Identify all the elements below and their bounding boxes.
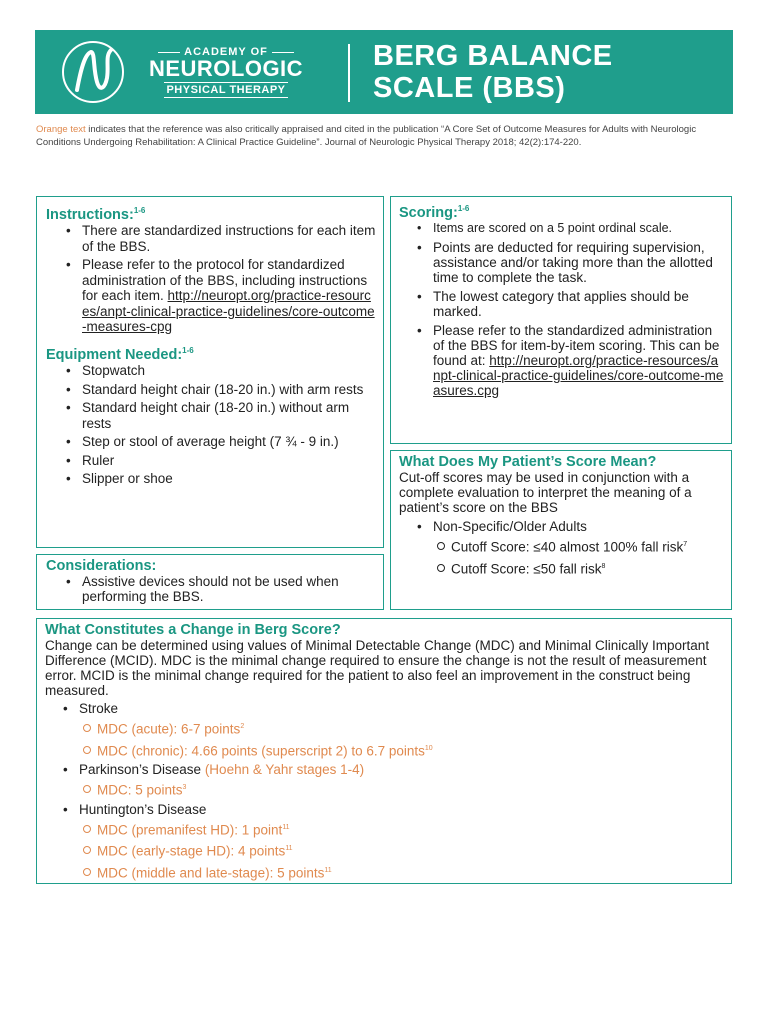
reference-note-text: indicates that the reference was also critically appraised and cited in the publication “A Core Set of Outcome Measures for Adults with Neurologic Conditions Undergoing Rehabilitation: A Clinical Practice Guideline”. Journal of Neurologic Physical Therapy 2018; 42(2):174-220. (36, 124, 697, 148)
change-box (36, 618, 732, 884)
scoring-list (433, 221, 725, 398)
list-item: • Items are scored on a 5 point ordinal scale. (433, 221, 725, 236)
scoring-box (390, 196, 732, 444)
org-line-3: PHYSICAL THERAPY (166, 84, 286, 96)
score-meaning-intro: Cut-off scores may be used in conjunction with a complete evaluation to interpret the meaning of a patient’s score on the BBS (399, 470, 692, 515)
score-meaning-box (390, 450, 732, 610)
list-item: • Step or stool of average height (7 ¾ - 9 in.) (82, 434, 376, 450)
change-intro: Change can be determined using values of Minimal Detectable Change (MDC) and Minimal Clinically Important Difference (MCID). MDC is the minimal change required to ensure the change is not the result of measurement error. MCID is the minimal change required for the patient to also feel an improvement in the construct being measured. (45, 638, 710, 698)
list-item: • Slipper or shoe (82, 471, 376, 487)
page-title (373, 40, 613, 104)
list-item: • Standard height chair (18-20 in.) without arm rests (82, 400, 376, 431)
academy-logo-icon (59, 38, 127, 106)
orange-text-label: Orange text (36, 124, 86, 135)
header-banner (35, 30, 733, 114)
list-item: • Points are deducted for requiring supervision, assistance and/or taking more than the allotted time to complete the task. (433, 240, 725, 285)
list-item: • There are standardized instructions for each item of the BBS. (82, 223, 376, 254)
reference-note (36, 124, 726, 149)
org-line-2: NEUROLOGIC (148, 56, 304, 81)
list-item: • Please refer to the protocol for standardized administration of the BBS, including instructions for each item. http://neuropt.org/practice-resources/anpt-clinical-practice-guidelines/core-outcome-measures-cpg (82, 257, 376, 335)
considerations-box (36, 554, 384, 610)
instructions-heading: Instructions:$^{1-6}$ (46, 206, 146, 223)
scoring-link[interactable]: http://neuropt.org/practice-resources/anpt-clinical-practice-guidelines/core-outcome-measures.cpg (433, 352, 724, 398)
cutoff-item: Cutoff Score: ≤50 fall risk$^8$ (451, 559, 725, 577)
list-item: • Please refer to the standardized administration of the BBS for item-by-item scoring. This can be found at: http://neuropt.org/practice-resources/anpt-clinical-practice-guidelines/core-outcome-measures.cpg (433, 323, 725, 398)
score-meaning-list (433, 519, 725, 576)
list-item: • Huntington’s Disease MDC (premanifest HD): 1 point$^{11}$ MDC (early-stage HD): 4 points$^{11}$ MDC (middle and late-stage): 5 points$^{11}$ (79, 802, 725, 881)
mdc-item: MDC (acute): 6-7 points$^2$ (97, 719, 725, 737)
title-line-2: SCALE (BBS) (373, 72, 566, 104)
score-meaning-heading: What Does My Patient’s Score Mean? (399, 454, 657, 470)
mdc-item: MDC: 5 points$^3$ (97, 780, 725, 798)
list-item: • Non-Specific/Older Adults Cutoff Score: ≤40 almost 100% fall risk$^7$ Cutoff Score: ≤50 fall risk$^8$ (433, 519, 725, 576)
list-item: • Stopwatch (82, 363, 376, 379)
list-item: • Parkinson’s Disease (Hoehn & Yahr stages 1-4) MDC: 5 points$^3$ (79, 762, 725, 798)
list-item: • Standard height chair (18-20 in.) with arm rests (82, 382, 376, 398)
list-item: • Assistive devices should not be used when performing the BBS. (82, 574, 376, 604)
considerations-heading: Considerations: (46, 558, 157, 574)
instructions-box (36, 196, 384, 548)
cutoff-item: Cutoff Score: ≤40 almost 100% fall risk$^7$ (451, 537, 725, 555)
header-divider (348, 44, 350, 102)
change-heading: What Constitutes a Change in Berg Score? (45, 622, 341, 638)
equipment-list (82, 363, 376, 487)
list-item: • The lowest category that applies should be marked. (433, 289, 725, 319)
scoring-heading: Scoring:$^{1-6}$ (399, 204, 470, 221)
mdc-item: MDC (early-stage HD): 4 points$^{11}$ (97, 841, 725, 859)
list-item: • Ruler (82, 453, 376, 469)
protocol-link[interactable]: http://neuropt.org/practice-resources/anpt-clinical-practice-guidelines/core-outcome-measures-cpg (82, 288, 375, 335)
equipment-heading: Equipment Needed:$^{1-6}$ (46, 345, 194, 363)
change-list (79, 701, 725, 880)
instructions-list (82, 223, 376, 335)
considerations-list (82, 574, 376, 604)
mdc-item: MDC (middle and late-stage): 5 points$^{11}$ (97, 863, 725, 881)
title-line-1: BERG BALANCE (373, 40, 613, 72)
list-item: • Stroke MDC (acute): 6-7 points$^2$ MDC (chronic): 4.66 points (superscript 2) to 6.7 points$^{10}$ (79, 701, 725, 758)
mdc-item: MDC (chronic): 4.66 points (superscript 2) to 6.7 points$^{10}$ (97, 741, 725, 759)
org-line-1: ACADEMY OF (131, 46, 321, 58)
organization-name (131, 46, 321, 98)
mdc-item: MDC (premanifest HD): 1 point$^{11}$ (97, 820, 725, 838)
